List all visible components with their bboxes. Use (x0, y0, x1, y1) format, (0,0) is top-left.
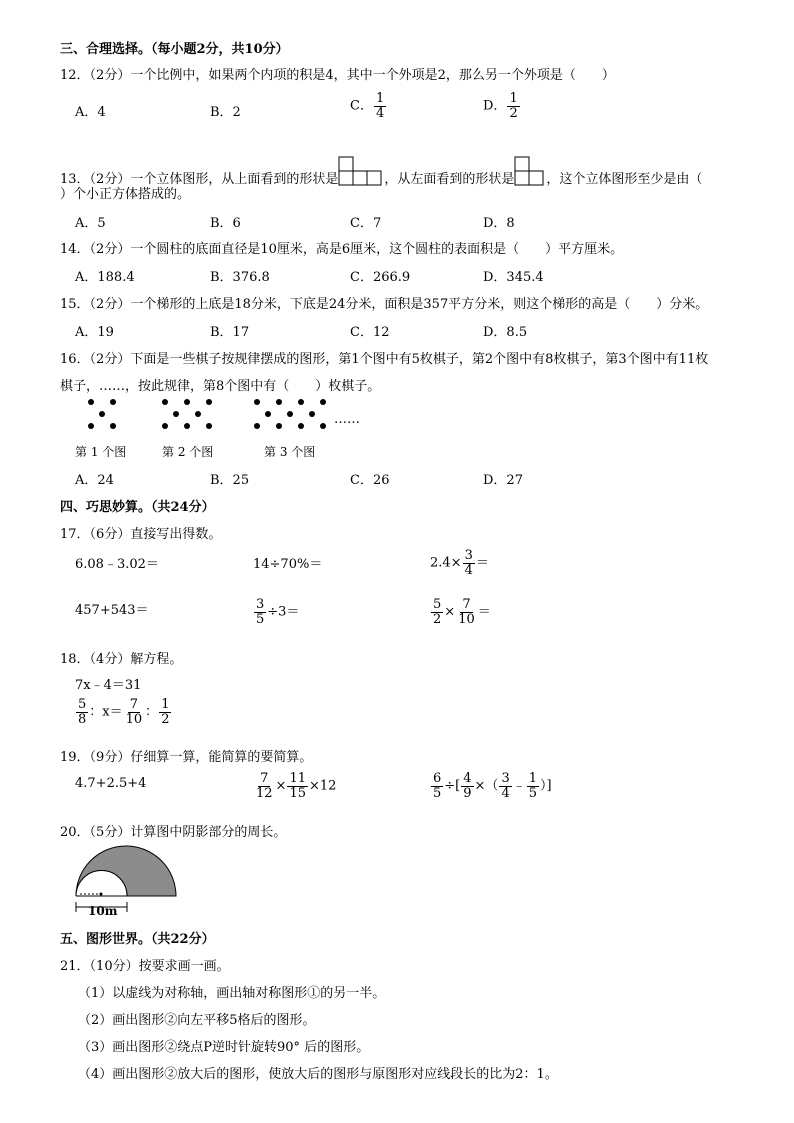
q14-option-a: A．188.4 (75, 270, 135, 285)
q17-expr-3: 2.4× $\frac{3}{4}$ ＝ (430, 548, 489, 578)
shaded-semicircle-figure (70, 840, 182, 920)
chess-piece (88, 399, 94, 405)
question-15: 15．（2分）一个梯形的上底是18分米，下底是24分米，面积是357平方分米，则这个梯形的高是（ ）分米。 (60, 297, 709, 312)
chess-piece (184, 399, 190, 405)
chess-piece (184, 423, 190, 429)
chess-piece (254, 399, 260, 405)
chess-piece (173, 411, 179, 417)
pattern-ellipsis: …… (334, 412, 360, 427)
q13-option-a: A．5 (75, 216, 106, 231)
q17-expr-4: 457+543＝ (75, 603, 149, 618)
q16-option-c: C．26 (350, 473, 390, 488)
left-view-figure (514, 157, 546, 187)
question-17: 17．（6分）直接写出得数。 (60, 527, 222, 542)
q12-option-c: C． $\frac{1}{4}$ (350, 91, 385, 121)
q16-option-d: D．27 (483, 473, 523, 488)
question-21: 21．（10分）按要求画一画。 (60, 959, 230, 974)
figure-caption-1: 第 1 个图 (75, 445, 127, 459)
chess-piece (195, 411, 201, 417)
q15-option-d: D．8.5 (483, 325, 528, 340)
top-view-figure (338, 157, 384, 187)
dimension-label: 10m (88, 904, 118, 918)
q12-option-d: D． $\frac{1}{2}$ (483, 91, 518, 121)
section-title: 五、图形世界。（共22分） (60, 932, 215, 947)
q13-option-c: C．7 (350, 216, 382, 231)
chess-piece (309, 411, 315, 417)
question-16-cont: 棋子，……，按此规律，第8个图中有（ ）枚棋子。 (60, 379, 381, 394)
chess-piece (99, 411, 105, 417)
chess-piece (298, 423, 304, 429)
q12-option-a: A．4 (75, 105, 106, 120)
q14-option-c: C．266.9 (350, 270, 411, 285)
q15-option-c: C．12 (350, 325, 390, 340)
q13-option-d: D．8 (483, 216, 515, 231)
chess-piece (254, 423, 260, 429)
question-16: 16．（2分）下面是一些棋子按规律摆成的图形，第1个图中有5枚棋子，第2个图中有8枚棋子，第3个图中有11枚 (60, 352, 709, 367)
chess-piece (298, 399, 304, 405)
figure-caption-3: 第 3 个图 (264, 445, 316, 459)
question-12: 12．（2分）一个比例中，如果两个内项的积是4，其中一个外项是2，那么另一个外项是（ ） (60, 68, 615, 83)
chess-piece (276, 423, 282, 429)
chess-piece (162, 423, 168, 429)
q17-expr-1: 6.08﹣3.02＝ (75, 557, 159, 572)
chess-piece (320, 423, 326, 429)
q19-expr-2: $\frac{7}{12}$ × $\frac{11}{15}$ ×12 (256, 771, 337, 801)
q14-option-d: D．345.4 (483, 270, 544, 285)
question-18: 18．（4分）解方程。 (60, 652, 183, 667)
question-19: 19．（9分）仔细算一算，能简算的要简算。 (60, 750, 313, 765)
chess-piece (110, 399, 116, 405)
q18-equation-2: $\frac{5}{8}$ ：x＝ $\frac{7}{10}$ ： $\frac{1}{2}$ (78, 697, 170, 727)
figure-caption-2: 第 2 个图 (162, 445, 214, 459)
chess-piece (110, 423, 116, 429)
q19-expr-1: 4.7+2.5+4 (75, 776, 147, 791)
q15-option-a: A．19 (75, 325, 114, 340)
q17-expr-2: 14÷70%＝ (253, 557, 323, 572)
q14-option-b: B．376.8 (210, 270, 270, 285)
chess-piece (206, 399, 212, 405)
q13-option-b: B．6 (210, 216, 241, 231)
chess-piece (287, 411, 293, 417)
section-title: 三、合理选择。（每小题2分，共10分） (60, 42, 289, 57)
q18-equation-1: 7x﹣4＝31 (75, 678, 142, 693)
q21-sub-1: （1）以虚线为对称轴，画出轴对称图形①的另一半。 (78, 986, 386, 1001)
q19-expr-3: $\frac{6}{5}$ ÷[ $\frac{4}{9}$ ×（ $\frac{3}{4}$ ﹣ $\frac{1}{5}$ ）] (433, 771, 552, 801)
chess-piece (265, 411, 271, 417)
chess-piece (162, 399, 168, 405)
q12-option-b: B．2 (210, 105, 241, 120)
q17-expr-6: $\frac{5}{2}$ × $\frac{7}{10}$ ＝ (433, 597, 491, 627)
chess-piece (88, 423, 94, 429)
q21-sub-4: （4）画出图形②放大后的图形，使放大后的图形与原图形对应线段长的比为2：1。 (78, 1067, 558, 1082)
question-13-cont: ）个小正方体搭成的。 (60, 187, 191, 202)
question-14: 14．（2分）一个圆柱的底面直径是10厘米，高是6厘米，这个圆柱的表面积是（ ）平方厘米。 (60, 242, 624, 257)
question-13: 13．（2分）一个立体图形，从上面看到的形状是 ，从左面看到的形状是 ，这个立体图形至少是由（ (60, 157, 702, 187)
q17-expr-5: $\frac{3}{5}$ ÷3＝ (256, 597, 300, 627)
pattern-figures (85, 398, 335, 434)
chess-piece (320, 399, 326, 405)
section-title: 四、巧思妙算。（共24分） (60, 500, 215, 515)
q21-sub-2: （2）画出图形②向左平移5格后的图形。 (78, 1013, 316, 1028)
chess-piece (206, 423, 212, 429)
q16-option-a: A．24 (75, 473, 114, 488)
q16-option-b: B．25 (210, 473, 250, 488)
q15-option-b: B．17 (210, 325, 250, 340)
chess-piece (276, 399, 282, 405)
q21-sub-3: （3）画出图形②绕点P逆时针旋转90° 后的图形。 (78, 1040, 370, 1055)
question-20: 20．（5分）计算图中阴影部分的周长。 (60, 825, 287, 840)
